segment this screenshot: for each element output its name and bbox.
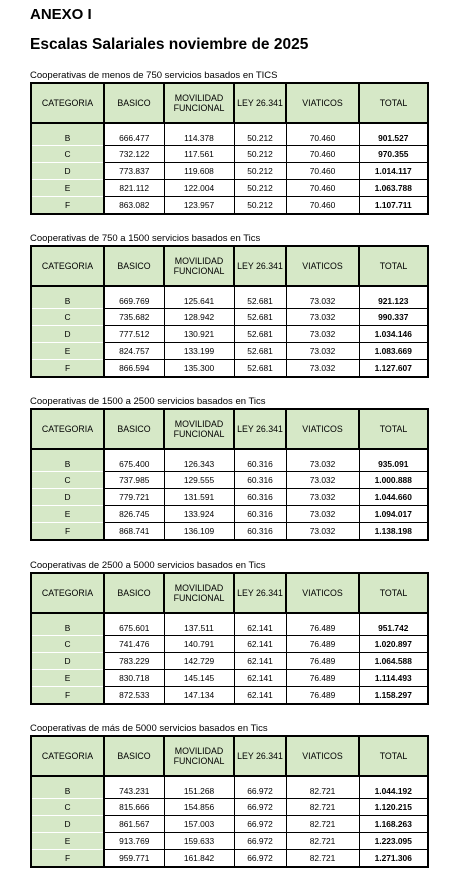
value-cell: 76.489 — [286, 613, 359, 636]
table-row — [31, 123, 428, 146]
category-cell: C — [31, 636, 104, 653]
value-cell: 60.316 — [234, 506, 286, 523]
value-cell: 783.229 — [104, 653, 164, 670]
column-header: BASICO — [104, 83, 164, 123]
category-cell: C — [31, 309, 104, 326]
total-cell: 1.034.146 — [359, 326, 428, 343]
column-header: CATEGORIA — [31, 83, 104, 123]
table-header-row — [31, 573, 428, 613]
value-cell: 133.924 — [164, 506, 234, 523]
total-cell: 1.107.711 — [359, 197, 428, 215]
value-cell: 66.972 — [234, 799, 286, 816]
column-header: MOVILIDAD FUNCIONAL — [164, 736, 234, 776]
table-header-row — [31, 83, 428, 123]
table-row — [31, 776, 428, 799]
column-header: CATEGORIA — [31, 246, 104, 286]
column-header: TOTAL — [359, 573, 428, 613]
value-cell: 52.681 — [234, 343, 286, 360]
category-cell: C — [31, 146, 104, 163]
value-cell: 119.608 — [164, 163, 234, 180]
total-cell: 1.063.788 — [359, 180, 428, 197]
value-cell: 73.032 — [286, 449, 359, 472]
category-cell: D — [31, 326, 104, 343]
value-cell: 151.268 — [164, 776, 234, 799]
value-cell: 117.561 — [164, 146, 234, 163]
table-header-row — [31, 736, 428, 776]
column-header: BASICO — [104, 246, 164, 286]
category-cell: D — [31, 816, 104, 833]
category-cell: D — [31, 489, 104, 506]
table-row — [31, 653, 428, 670]
column-header: BASICO — [104, 573, 164, 613]
total-cell: 1.044.192 — [359, 776, 428, 799]
column-header: CATEGORIA — [31, 573, 104, 613]
value-cell: 147.134 — [164, 687, 234, 705]
value-cell: 82.721 — [286, 850, 359, 868]
total-cell: 1.127.607 — [359, 360, 428, 378]
value-cell: 70.460 — [286, 163, 359, 180]
value-cell: 122.004 — [164, 180, 234, 197]
column-header: LEY 26.341 — [234, 246, 286, 286]
column-header: VIATICOS — [286, 573, 359, 613]
category-cell: B — [31, 123, 104, 146]
annex-heading: ANEXO I — [30, 6, 92, 23]
table-row — [31, 636, 428, 653]
total-cell: 1.223.095 — [359, 833, 428, 850]
value-cell: 161.842 — [164, 850, 234, 868]
total-cell: 990.337 — [359, 309, 428, 326]
salary-table — [30, 408, 429, 541]
table-row — [31, 146, 428, 163]
category-cell: E — [31, 343, 104, 360]
value-cell: 66.972 — [234, 850, 286, 868]
table-row — [31, 506, 428, 523]
value-cell: 868.741 — [104, 523, 164, 541]
column-header: VIATICOS — [286, 736, 359, 776]
value-cell: 779.721 — [104, 489, 164, 506]
total-cell: 921.123 — [359, 286, 428, 309]
value-cell: 82.721 — [286, 833, 359, 850]
value-cell: 666.477 — [104, 123, 164, 146]
table-row — [31, 687, 428, 705]
column-header: LEY 26.341 — [234, 409, 286, 449]
table-row — [31, 326, 428, 343]
column-header: TOTAL — [359, 736, 428, 776]
total-cell: 1.114.493 — [359, 670, 428, 687]
column-header: MOVILIDAD FUNCIONAL — [164, 573, 234, 613]
value-cell: 136.109 — [164, 523, 234, 541]
value-cell: 76.489 — [286, 687, 359, 705]
value-cell: 826.745 — [104, 506, 164, 523]
value-cell: 137.511 — [164, 613, 234, 636]
category-cell: B — [31, 776, 104, 799]
table-row — [31, 799, 428, 816]
column-header: VIATICOS — [286, 246, 359, 286]
column-header: BASICO — [104, 409, 164, 449]
category-cell: B — [31, 286, 104, 309]
value-cell: 735.682 — [104, 309, 164, 326]
table-row — [31, 833, 428, 850]
section-caption: Cooperativas de 750 a 1500 servicios basados en Tics — [30, 233, 261, 244]
column-header: MOVILIDAD FUNCIONAL — [164, 409, 234, 449]
value-cell: 129.555 — [164, 472, 234, 489]
salary-section — [30, 723, 427, 868]
table-row — [31, 489, 428, 506]
total-cell: 935.091 — [359, 449, 428, 472]
value-cell: 159.633 — [164, 833, 234, 850]
total-cell: 1.138.198 — [359, 523, 428, 541]
category-cell: E — [31, 506, 104, 523]
value-cell: 82.721 — [286, 776, 359, 799]
value-cell: 830.718 — [104, 670, 164, 687]
value-cell: 123.957 — [164, 197, 234, 215]
salary-table — [30, 82, 429, 215]
total-cell: 1.020.897 — [359, 636, 428, 653]
value-cell: 913.769 — [104, 833, 164, 850]
total-cell: 951.742 — [359, 613, 428, 636]
table-row — [31, 449, 428, 472]
value-cell: 145.145 — [164, 670, 234, 687]
value-cell: 52.681 — [234, 286, 286, 309]
table-row — [31, 180, 428, 197]
table-row — [31, 850, 428, 868]
value-cell: 861.567 — [104, 816, 164, 833]
total-cell: 901.527 — [359, 123, 428, 146]
table-row — [31, 472, 428, 489]
column-header: TOTAL — [359, 409, 428, 449]
value-cell: 815.666 — [104, 799, 164, 816]
total-cell: 1.271.306 — [359, 850, 428, 868]
value-cell: 73.032 — [286, 286, 359, 309]
section-caption: Cooperativas de menos de 750 servicios basados en TICS — [30, 70, 278, 81]
value-cell: 133.199 — [164, 343, 234, 360]
column-header: VIATICOS — [286, 409, 359, 449]
section-caption: Cooperativas de 1500 a 2500 servicios basados en Tics — [30, 396, 266, 407]
category-cell: B — [31, 449, 104, 472]
value-cell: 142.729 — [164, 653, 234, 670]
category-cell: F — [31, 850, 104, 868]
total-cell: 1.094.017 — [359, 506, 428, 523]
salary-section — [30, 560, 427, 705]
table-row — [31, 286, 428, 309]
value-cell: 73.032 — [286, 360, 359, 378]
salary-table — [30, 245, 429, 378]
category-cell: F — [31, 197, 104, 215]
value-cell: 76.489 — [286, 670, 359, 687]
value-cell: 125.641 — [164, 286, 234, 309]
value-cell: 70.460 — [286, 123, 359, 146]
value-cell: 131.591 — [164, 489, 234, 506]
value-cell: 70.460 — [286, 146, 359, 163]
value-cell: 70.460 — [286, 180, 359, 197]
value-cell: 154.856 — [164, 799, 234, 816]
column-header: CATEGORIA — [31, 409, 104, 449]
category-cell: F — [31, 523, 104, 541]
value-cell: 73.032 — [286, 309, 359, 326]
category-cell: C — [31, 472, 104, 489]
category-cell: C — [31, 799, 104, 816]
value-cell: 50.212 — [234, 163, 286, 180]
value-cell: 66.972 — [234, 776, 286, 799]
table-row — [31, 613, 428, 636]
salary-section — [30, 396, 427, 541]
column-header: BASICO — [104, 736, 164, 776]
value-cell: 62.141 — [234, 653, 286, 670]
value-cell: 73.032 — [286, 326, 359, 343]
value-cell: 135.300 — [164, 360, 234, 378]
column-header: MOVILIDAD FUNCIONAL — [164, 246, 234, 286]
column-header: LEY 26.341 — [234, 736, 286, 776]
total-cell: 1.168.263 — [359, 816, 428, 833]
value-cell: 50.212 — [234, 146, 286, 163]
total-cell: 1.044.660 — [359, 489, 428, 506]
value-cell: 62.141 — [234, 687, 286, 705]
salary-table — [30, 735, 429, 868]
value-cell: 114.378 — [164, 123, 234, 146]
value-cell: 737.985 — [104, 472, 164, 489]
table-header-row — [31, 246, 428, 286]
value-cell: 732.122 — [104, 146, 164, 163]
value-cell: 60.316 — [234, 449, 286, 472]
value-cell: 76.489 — [286, 636, 359, 653]
column-header: MOVILIDAD FUNCIONAL — [164, 83, 234, 123]
value-cell: 872.533 — [104, 687, 164, 705]
value-cell: 70.460 — [286, 197, 359, 215]
value-cell: 140.791 — [164, 636, 234, 653]
value-cell: 773.837 — [104, 163, 164, 180]
table-row — [31, 309, 428, 326]
value-cell: 130.921 — [164, 326, 234, 343]
category-cell: B — [31, 613, 104, 636]
value-cell: 62.141 — [234, 636, 286, 653]
total-cell: 1.120.215 — [359, 799, 428, 816]
total-cell: 1.000.888 — [359, 472, 428, 489]
category-cell: E — [31, 670, 104, 687]
category-cell: E — [31, 180, 104, 197]
total-cell: 1.083.669 — [359, 343, 428, 360]
section-caption: Cooperativas de más de 5000 servicios basados en Tics — [30, 723, 268, 734]
category-cell: F — [31, 360, 104, 378]
category-cell: D — [31, 163, 104, 180]
salary-table — [30, 572, 429, 705]
value-cell: 50.212 — [234, 180, 286, 197]
table-row — [31, 197, 428, 215]
total-cell: 970.355 — [359, 146, 428, 163]
value-cell: 777.512 — [104, 326, 164, 343]
value-cell: 62.141 — [234, 613, 286, 636]
value-cell: 669.769 — [104, 286, 164, 309]
table-row — [31, 670, 428, 687]
value-cell: 66.972 — [234, 816, 286, 833]
category-cell: F — [31, 687, 104, 705]
salary-section — [30, 233, 427, 378]
value-cell: 52.681 — [234, 326, 286, 343]
table-row — [31, 816, 428, 833]
value-cell: 675.400 — [104, 449, 164, 472]
value-cell: 73.032 — [286, 506, 359, 523]
value-cell: 126.343 — [164, 449, 234, 472]
value-cell: 82.721 — [286, 799, 359, 816]
value-cell: 60.316 — [234, 489, 286, 506]
value-cell: 866.594 — [104, 360, 164, 378]
value-cell: 128.942 — [164, 309, 234, 326]
value-cell: 60.316 — [234, 472, 286, 489]
total-cell: 1.158.297 — [359, 687, 428, 705]
section-caption: Cooperativas de 2500 a 5000 servicios basados en Tics — [30, 560, 266, 571]
category-cell: D — [31, 653, 104, 670]
value-cell: 52.681 — [234, 360, 286, 378]
value-cell: 743.231 — [104, 776, 164, 799]
value-cell: 50.212 — [234, 197, 286, 215]
table-row — [31, 360, 428, 378]
column-header: TOTAL — [359, 246, 428, 286]
total-cell: 1.064.588 — [359, 653, 428, 670]
value-cell: 675.601 — [104, 613, 164, 636]
value-cell: 50.212 — [234, 123, 286, 146]
value-cell: 863.082 — [104, 197, 164, 215]
value-cell: 73.032 — [286, 472, 359, 489]
value-cell: 73.032 — [286, 523, 359, 541]
value-cell: 52.681 — [234, 309, 286, 326]
value-cell: 157.003 — [164, 816, 234, 833]
table-row — [31, 343, 428, 360]
column-header: VIATICOS — [286, 83, 359, 123]
salary-section — [30, 70, 427, 215]
value-cell: 821.112 — [104, 180, 164, 197]
document-title: Escalas Salariales noviembre de 2025 — [30, 36, 309, 53]
column-header: LEY 26.341 — [234, 83, 286, 123]
value-cell: 741.476 — [104, 636, 164, 653]
column-header: TOTAL — [359, 83, 428, 123]
column-header: CATEGORIA — [31, 736, 104, 776]
table-header-row — [31, 409, 428, 449]
value-cell: 73.032 — [286, 343, 359, 360]
value-cell: 62.141 — [234, 670, 286, 687]
table-row — [31, 163, 428, 180]
value-cell: 66.972 — [234, 833, 286, 850]
category-cell: E — [31, 833, 104, 850]
value-cell: 82.721 — [286, 816, 359, 833]
value-cell: 76.489 — [286, 653, 359, 670]
value-cell: 959.771 — [104, 850, 164, 868]
value-cell: 73.032 — [286, 489, 359, 506]
table-row — [31, 523, 428, 541]
total-cell: 1.014.117 — [359, 163, 428, 180]
column-header: LEY 26.341 — [234, 573, 286, 613]
value-cell: 824.757 — [104, 343, 164, 360]
value-cell: 60.316 — [234, 523, 286, 541]
